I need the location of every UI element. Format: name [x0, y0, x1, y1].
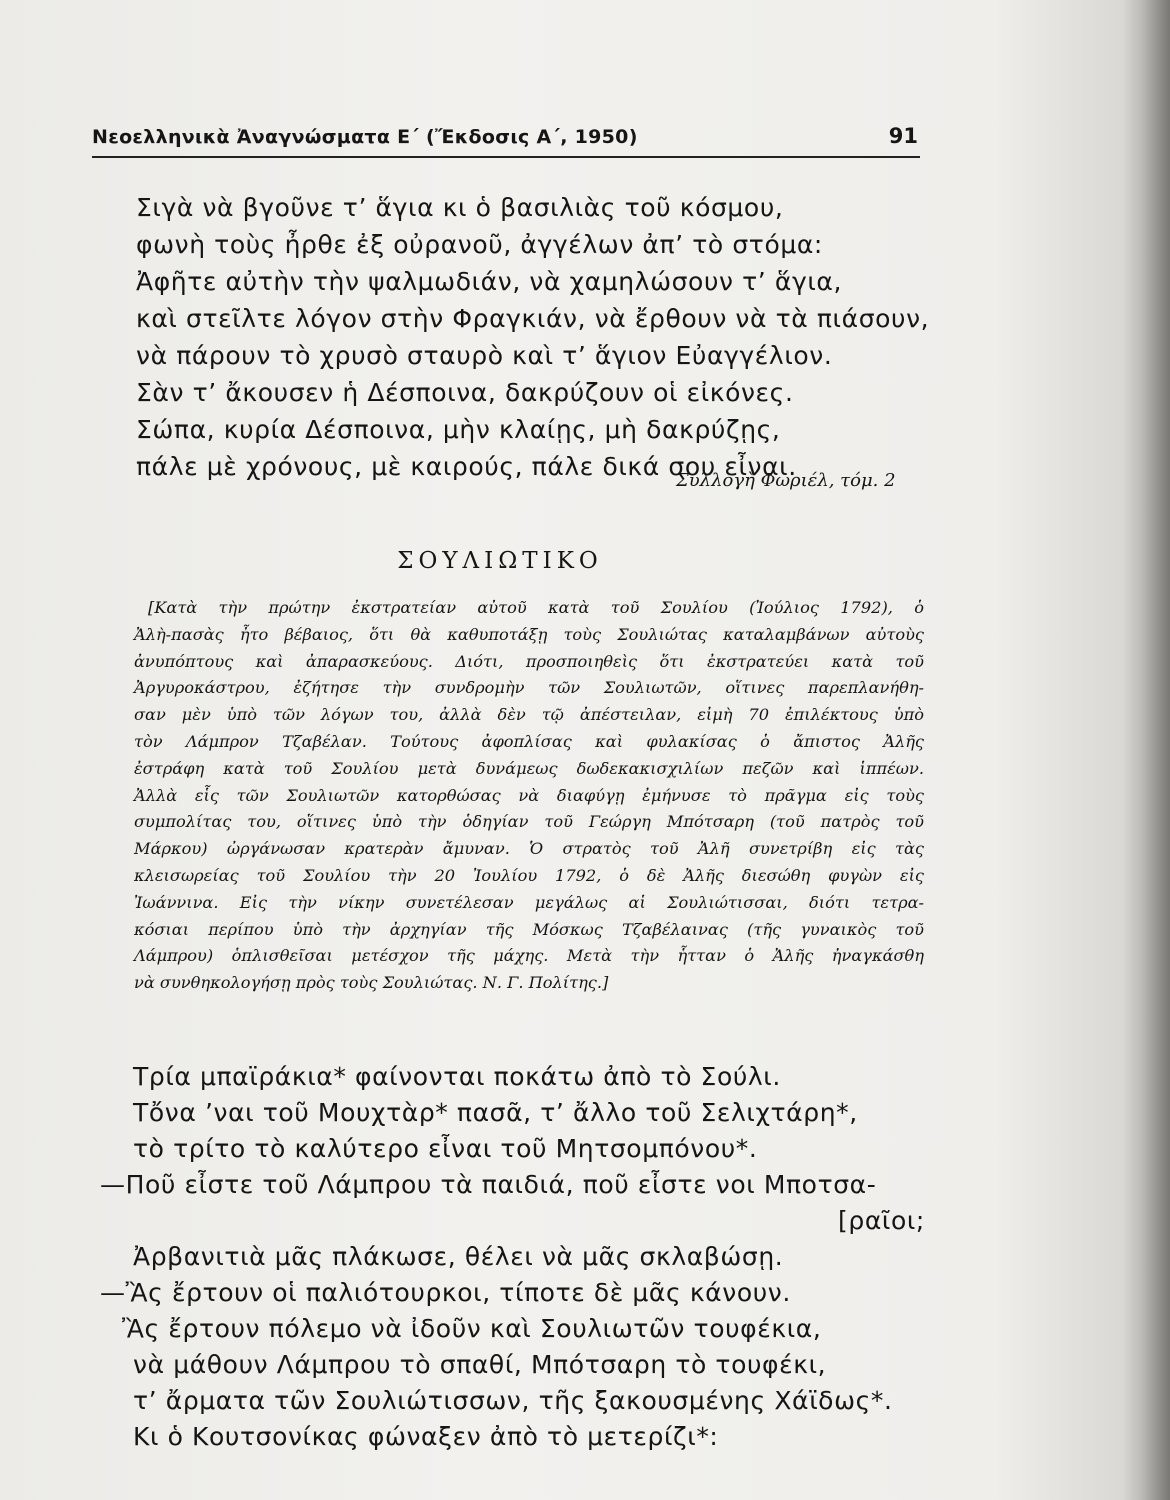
- header-title: Νεοελληνικὰ Ἀναγνώσματα Ε΄ (Ἔκδοσις Α΄, 1950): [92, 126, 638, 148]
- poem1-line: πάλε μὲ χρόνους, μὲ καιρούς, πάλε δικά σου εἶναι.: [136, 452, 797, 481]
- poem1-line: φωνὴ τοὺς ἦρθε ἐξ οὐρανοῦ, ἀγγέλων ἀπ’ τὸ στόμα:: [136, 230, 823, 259]
- poem2-line: —Ποῦ εἶστε τοῦ Λάμπρου τὰ παιδιά, ποῦ εἶστε νοι Μποτσα-: [100, 1170, 877, 1199]
- poem2-line: τὸ τρίτο τὸ καλύτερο εἶναι τοῦ Μητσομπόνου*.: [133, 1134, 758, 1163]
- poem2-line: Τὄνα ’ναι τοῦ Μουχτὰρ* πασᾶ, τ’ ἄλλο τοῦ Σελιχτάρη*,: [133, 1098, 858, 1127]
- note-line: Ἀλλὰ εἷς τῶν Σουλιωτῶν κατορθώσας νὰ διαφύγῃ ἐμήνυσε τὸ πρᾶγμα εἰς τοὺς: [134, 785, 924, 805]
- note-line: κόσιαι περίπου ὑπὸ τὴν ἀρχηγίαν τῆς Μόσκως Τζαβέλαινας (τῆς γυναικὸς τοῦ: [134, 919, 924, 939]
- poem1-line: Σιγὰ νὰ βγοῦνε τ’ ἅγια κι ὁ βασιλιὰς τοῦ κόσμου,: [136, 193, 784, 222]
- note-line: σαν μὲν ὑπὸ τῶν λόγων του, ἀλλὰ δὲν τῷ ἀπέστειλαν, εἰμὴ 70 ἐπιλέκτους ὑπὸ: [134, 705, 924, 725]
- note-line: Μάρκου) ὠργάνωσαν κρατερὰν ἄμυναν. Ὁ στρατὸς τοῦ Ἀλῆ συνετρίβη εἰς τὰς: [134, 839, 924, 859]
- poem1-line: Σὰν τ’ ἄκουσεν ἡ Δέσποινα, δακρύζουν οἱ εἰκόνες.: [136, 378, 794, 407]
- poem2-line: νὰ μάθουν Λάμπρου τὸ σπαθί, Μπότσαρη τὸ τουφέκι,: [133, 1350, 827, 1379]
- poem2-line: τ’ ἄρματα τῶν Σουλιώτισσων, τῆς ξακουσμένης Χάϊδως*.: [133, 1386, 893, 1415]
- section-title: ΣΟΥΛΙΩΤΙΚΟ: [397, 548, 603, 574]
- poem2-line: Κι ὁ Κουτσονίκας φώναξεν ἀπὸ τὸ μετερίζι*:: [133, 1422, 719, 1451]
- note-line: [Κατὰ τὴν πρώτην ἐκστρατείαν αὐτοῦ κατὰ τοῦ Σουλίου (Ἰούλιος 1792), ὁ: [148, 598, 924, 617]
- note-line: Ἀργυροκάστρου, ἐζήτησε τὴν συνδρομὴν τῶν Σουλιωτῶν, οἵτινες παρεπλανήθη-: [134, 678, 924, 698]
- poem2-line: Τρία μπαϊράκια* φαίνονται ποκάτω ἀπὸ τὸ Σούλι.: [133, 1062, 781, 1091]
- running-header: [92, 120, 920, 158]
- poem2-line: —Ἂς ἔρτουν οἱ παλιότουρκοι, τίποτε δὲ μᾶς κάνουν.: [100, 1278, 791, 1307]
- poem1-line: Σώπα, κυρία Δέσποινα, μὴν κλαίῃς, μὴ δακρύζῃς,: [136, 415, 781, 444]
- note-line: συμπολίτας του, οἵτινες ὑπὸ τὴν ὁδηγίαν τοῦ Γεώργη Μπότσαρη (τοῦ πατρὸς τοῦ: [134, 812, 924, 832]
- note-line: κλεισωρείας τοῦ Σουλίου τὴν 20 Ἰουλίου 1792, ὁ δὲ Ἀλῆς διεσώθη φυγὼν εἰς: [134, 865, 924, 885]
- page-number: 91: [888, 124, 918, 148]
- page-edge-shadow: [1122, 0, 1170, 1500]
- note-line: Ἀλὴ-πασὰς ἦτο βέβαιος, ὅτι θὰ καθυποτάξῃ τοὺς Σουλιώτας καταλαμβάνων αὐτοὺς: [134, 624, 924, 644]
- poem2-line-continuation: [ραῖοι;: [838, 1206, 925, 1235]
- poem1-line: καὶ στεῖλτε λόγον στὴν Φραγκιάν, νὰ ἔρθουν νὰ τὰ πιάσουν,: [136, 304, 930, 333]
- source-citation: Συλλογὴ Φωριέλ, τόμ. 2: [676, 470, 896, 491]
- note-line: Λάμπρου) ὁπλισθεῖσαι μετέσχον τῆς μάχης. Μετὰ τὴν ἧτταν ὁ Ἀλῆς ἠναγκάσθη: [134, 946, 924, 966]
- note-line: Ἰωάννινα. Εἰς τὴν νίκην συνετέλεσαν μεγάλως αἱ Σουλιώτισσαι, διότι τετρα-: [134, 892, 924, 912]
- historical-note: [134, 595, 924, 997]
- note-line: ἐστράφη κατὰ τοῦ Σουλίου μετὰ δυνάμεως δωδεκακισχιλίων πεζῶν καὶ ἱππέων.: [134, 758, 924, 778]
- poem2-line: Ἂς ἔρτουν πόλεμο νὰ ἰδοῦν καὶ Σουλιωτῶν τουφέκια,: [122, 1314, 822, 1343]
- note-line: νὰ συνθηκολογήσῃ πρὸς τοὺς Σουλιώτας. Ν. Γ. Πολίτης.]: [134, 973, 609, 993]
- poem2-line: Ἀρβανιτιὰ μᾶς πλάκωσε, θέλει νὰ μᾶς σκλαβώσῃ.: [133, 1242, 784, 1271]
- poem1-line: Ἀφῆτε αὐτὴν τὴν ψαλμωδιάν, νὰ χαμηλώσουν τ’ ἅγια,: [136, 267, 843, 296]
- note-line: ἀνυπόπτους καὶ ἀπαρασκεύους. Διότι, προσποιηθεὶς ὅτι ἐκστρατεύει κατὰ τοῦ: [134, 651, 924, 671]
- note-line: τὸν Λάμπρον Τζαβέλαν. Τούτους ἀφοπλίσας καὶ φυλακίσας ὁ ἄπιστος Ἀλῆς: [134, 731, 924, 751]
- poem1-line: νὰ πάρουν τὸ χρυσὸ σταυρὸ καὶ τ’ ἅγιον Εὐαγγέλιον.: [136, 341, 833, 370]
